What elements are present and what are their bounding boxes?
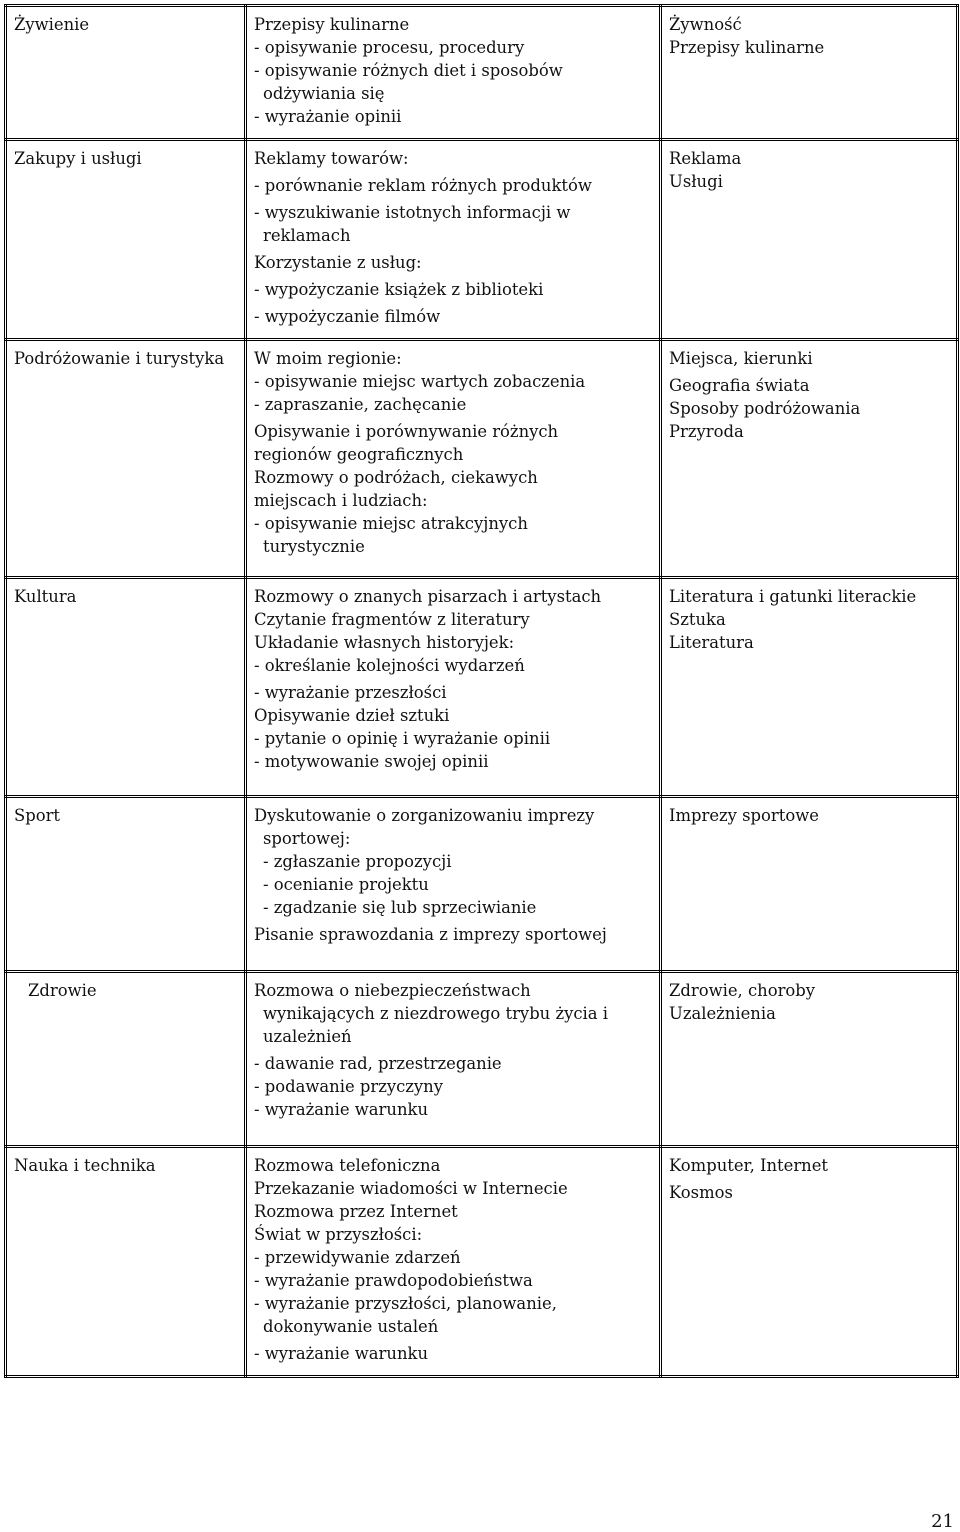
- function-line: - pytanie o opinię i wyrażanie opinii: [254, 729, 551, 748]
- table-row: [6, 797, 958, 972]
- vocabulary-line: Przyroda: [669, 422, 744, 441]
- function-line: dokonywanie ustaleń: [263, 1317, 439, 1336]
- topic-cell: [6, 578, 246, 797]
- function-line: - wyrażanie warunku: [254, 1344, 428, 1363]
- vocabulary-line: Kosmos: [669, 1183, 733, 1202]
- topic-cell: [6, 140, 246, 340]
- vocabulary-line: Komputer, Internet: [669, 1156, 828, 1175]
- functions-cell: [246, 1147, 661, 1377]
- page-number: 21: [931, 1511, 954, 1532]
- function-line: - opisywanie różnych diet i sposobów: [254, 61, 563, 80]
- function-line: - podawanie przyczyny: [254, 1077, 443, 1096]
- function-line: Rozmowa o niebezpieczeństwach: [254, 981, 531, 1000]
- topic-label: Żywienie: [14, 15, 90, 34]
- function-line: reklamach: [263, 226, 351, 245]
- vocabulary-line: Usługi: [669, 172, 723, 191]
- vocabulary-cell: [661, 797, 958, 972]
- function-line: - wypożyczanie filmów: [254, 307, 441, 326]
- function-line: turystycznie: [263, 537, 365, 556]
- function-line: Dyskutowanie o zorganizowaniu imprezy: [254, 806, 595, 825]
- topic-cell: [6, 972, 246, 1147]
- vocabulary-line: Sposoby podróżowania: [669, 399, 861, 418]
- function-line: Rozmowa przez Internet: [254, 1202, 458, 1221]
- function-line: - wyrażanie przeszłości: [254, 683, 447, 702]
- vocabulary-cell: [661, 340, 958, 578]
- function-line: Czytanie fragmentów z literatury: [254, 610, 530, 629]
- function-line: - wyrażanie prawdopodobieństwa: [254, 1271, 533, 1290]
- function-line: - opisywanie miejsc wartych zobaczenia: [254, 372, 586, 391]
- table-row: [6, 6, 958, 140]
- function-line: - dawanie rad, przestrzeganie: [254, 1054, 502, 1073]
- table-row: [6, 972, 958, 1147]
- vocabulary-cell: [661, 1147, 958, 1377]
- function-line: - wyrażanie opinii: [254, 107, 402, 126]
- functions-cell: [246, 578, 661, 797]
- function-line: - wyrażanie warunku: [254, 1100, 428, 1119]
- function-line: Opisywanie i porównywanie różnych: [254, 422, 559, 441]
- function-line: - zgłaszanie propozycji: [263, 852, 452, 871]
- table-row: [6, 1147, 958, 1377]
- vocabulary-line: Geografia świata: [669, 376, 810, 395]
- topic-label: Kultura: [14, 587, 77, 606]
- functions-cell: [246, 340, 661, 578]
- vocabulary-line: Żywność: [669, 15, 742, 34]
- function-line: Pisanie sprawozdania z imprezy sportowej: [254, 925, 607, 944]
- topic-label: Sport: [14, 806, 61, 825]
- topic-label: Podróżowanie i turystyka: [14, 349, 225, 368]
- vocabulary-line: Reklama: [669, 149, 742, 168]
- functions-cell: [246, 6, 661, 140]
- topic-label: Zakupy i usługi: [14, 149, 142, 168]
- function-line: Przepisy kulinarne: [254, 15, 410, 34]
- function-line: odżywiania się: [263, 84, 385, 103]
- topic-cell: [6, 797, 246, 972]
- vocabulary-cell: [661, 972, 958, 1147]
- function-line: - wyszukiwanie istotnych informacji w: [254, 203, 571, 222]
- vocabulary-cell: [661, 578, 958, 797]
- functions-cell: [246, 140, 661, 340]
- topic-cell: [6, 340, 246, 578]
- vocabulary-line: Literatura i gatunki literackie: [669, 587, 917, 606]
- topic-label: Nauka i technika: [14, 1156, 156, 1175]
- function-line: - wyrażanie przyszłości, planowanie,: [254, 1294, 557, 1313]
- function-line: - opisywanie miejsc atrakcyjnych: [254, 514, 528, 533]
- function-line: regionów geograficznych: [254, 445, 464, 464]
- function-line: Opisywanie dzieł sztuki: [254, 706, 450, 725]
- function-line: Układanie własnych historyjek:: [254, 633, 515, 652]
- vocabulary-cell: [661, 140, 958, 340]
- topic-label: Zdrowie: [28, 981, 97, 1000]
- vocabulary-line: Zdrowie, choroby: [669, 981, 816, 1000]
- function-line: - zapraszanie, zachęcanie: [254, 395, 467, 414]
- function-line: Przekazanie wiadomości w Internecie: [254, 1179, 568, 1198]
- vocabulary-line: Przepisy kulinarne: [669, 38, 825, 57]
- vocabulary-line: Literatura: [669, 633, 754, 652]
- function-line: Rozmowy o podróżach, ciekawych: [254, 468, 538, 487]
- table-row: [6, 340, 958, 578]
- vocabulary-line: Uzależnienia: [669, 1004, 776, 1023]
- function-line: sportowej:: [263, 829, 351, 848]
- function-line: uzależnień: [263, 1027, 352, 1046]
- function-line: - opisywanie procesu, procedury: [254, 38, 525, 57]
- function-line: - wypożyczanie książek z biblioteki: [254, 280, 544, 299]
- vocabulary-cell: [661, 6, 958, 140]
- function-line: - ocenianie projektu: [263, 875, 429, 894]
- topic-cell: [6, 6, 246, 140]
- table-row: [6, 140, 958, 340]
- function-line: Rozmowy o znanych pisarzach i artystach: [254, 587, 602, 606]
- function-line: - przewidywanie zdarzeń: [254, 1248, 461, 1267]
- vocabulary-line: Miejsca, kierunki: [669, 349, 813, 368]
- function-line: W moim regionie:: [254, 349, 402, 368]
- function-line: Świat w przyszłości:: [254, 1225, 423, 1244]
- vocabulary-line: Imprezy sportowe: [669, 806, 819, 825]
- curriculum-table: [4, 4, 959, 1378]
- topic-cell: [6, 1147, 246, 1377]
- function-line: Rozmowa telefoniczna: [254, 1156, 441, 1175]
- functions-cell: [246, 972, 661, 1147]
- function-line: Korzystanie z usług:: [254, 253, 422, 272]
- function-line: - porównanie reklam różnych produktów: [254, 176, 592, 195]
- vocabulary-line: Sztuka: [669, 610, 726, 629]
- function-line: - zgadzanie się lub sprzeciwianie: [263, 898, 537, 917]
- table-row: [6, 578, 958, 797]
- function-line: wynikających z niezdrowego trybu życia i: [263, 1004, 608, 1023]
- function-line: miejscach i ludziach:: [254, 491, 428, 510]
- functions-cell: [246, 797, 661, 972]
- function-line: - określanie kolejności wydarzeń: [254, 656, 525, 675]
- function-line: Reklamy towarów:: [254, 149, 409, 168]
- function-line: - motywowanie swojej opinii: [254, 752, 489, 771]
